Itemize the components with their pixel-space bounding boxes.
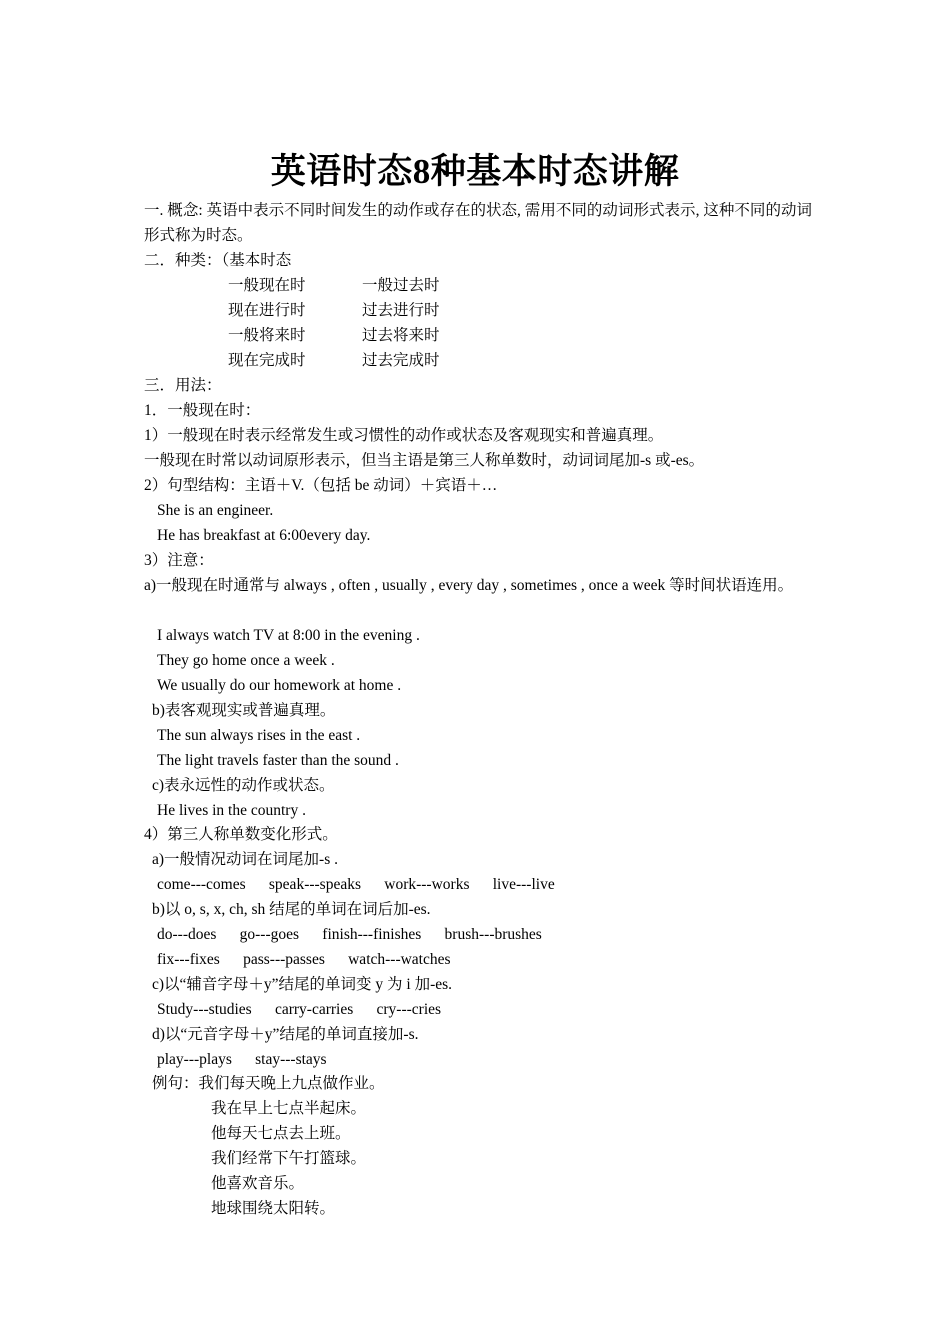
tense-right: 过去完成时 xyxy=(362,352,440,369)
tense-row xyxy=(228,273,628,298)
tense-right: 一般过去时 xyxy=(362,277,440,294)
tense-row xyxy=(228,298,628,323)
rule-b-examples: do---does go---goes finish---finishes brush---brushes xyxy=(157,926,542,943)
tense-right: 过去将来时 xyxy=(362,327,440,344)
usage-paragraph: 1）一般现在时表示经常发生或习惯性的动作或状态及客观现实和普遍真理。 xyxy=(144,427,664,444)
example-sentence-cn: 我在早上七点半起床。 xyxy=(211,1100,367,1117)
rule-b-examples: fix---fixes pass---passes watch---watches xyxy=(157,951,451,968)
note-b: b)表客观现实或普遍真理。 xyxy=(152,702,336,719)
examples-label: 例句：我们每天晚上九点做作业。 xyxy=(152,1075,385,1092)
document-title: 英语时态8种基本时态讲解 xyxy=(270,152,680,191)
example-sentence: I always watch TV at 8:00 in the evening . xyxy=(157,627,420,644)
third-person-heading: 4）第三人称单数变化形式。 xyxy=(144,826,338,843)
example-sentence: He lives in the country . xyxy=(157,802,306,819)
rule-d: d)以“元音字母＋y”结尾的单词直接加-s. xyxy=(152,1026,419,1043)
note-a: a)一般现在时通常与 always , often , usually , every day , sometimes , once a week 等时间状语连用。 xyxy=(144,577,794,594)
tense-right: 过去进行时 xyxy=(362,302,440,319)
types-heading: 二．种类：（基本时态 xyxy=(144,252,292,269)
tense-left: 现在进行时 xyxy=(228,302,306,319)
sentence-structure: 2）句型结构：主语＋V.（包括 be 动词）＋宾语＋… xyxy=(144,477,498,494)
rule-a-examples: come---comes speak---speaks work---works live---live xyxy=(157,876,555,893)
example-sentence-cn: 他每天七点去上班。 xyxy=(211,1125,351,1142)
usage-heading: 三．用法： xyxy=(144,377,222,394)
example-sentence: They go home once a week . xyxy=(157,652,335,669)
tense-row xyxy=(228,323,628,348)
rule-a: a)一般情况动词在词尾加-s . xyxy=(152,851,338,868)
tense-left: 一般现在时 xyxy=(228,277,306,294)
example-sentence: He has breakfast at 6:00every day. xyxy=(157,527,371,544)
tense-left: 现在完成时 xyxy=(228,352,306,369)
note-heading: 3）注意： xyxy=(144,552,214,569)
usage-paragraph: 一般现在时常以动词原形表示，但当主语是第三人称单数时，动词词尾加-s 或-es。 xyxy=(144,452,705,469)
section1-heading: 1．一般现在时： xyxy=(144,402,261,419)
rule-c-examples: Study---studies carry-carries cry---cries xyxy=(157,1001,442,1018)
tense-row xyxy=(228,348,628,373)
example-sentence: We usually do our homework at home . xyxy=(157,677,402,694)
example-sentence-cn: 我们经常下午打篮球。 xyxy=(211,1150,367,1167)
example-sentence-cn: 他喜欢音乐。 xyxy=(211,1175,305,1192)
example-sentence: The light travels faster than the sound . xyxy=(157,752,399,769)
concept-paragraph: 一. 概念: 英语中表示不同时间发生的动作或存在的状态, 需用不同的动词形式表示, 这种不同的动词形式称为时态。 xyxy=(144,202,812,244)
example-sentence-cn: 地球围绕太阳转。 xyxy=(211,1200,336,1217)
note-c: c)表永远性的动作或状态。 xyxy=(152,777,335,794)
example-sentence: She is an engineer. xyxy=(157,502,274,519)
rule-b: b)以 o, s, x, ch, sh 结尾的单词在词后加-es. xyxy=(152,901,431,918)
tense-left: 一般将来时 xyxy=(228,327,306,344)
rule-c: c)以“辅音字母＋y”结尾的单词变 y 为 i 加-es. xyxy=(152,976,453,993)
example-sentence: The sun always rises in the east . xyxy=(157,727,361,744)
rule-d-examples: play---plays stay---stays xyxy=(157,1051,327,1068)
